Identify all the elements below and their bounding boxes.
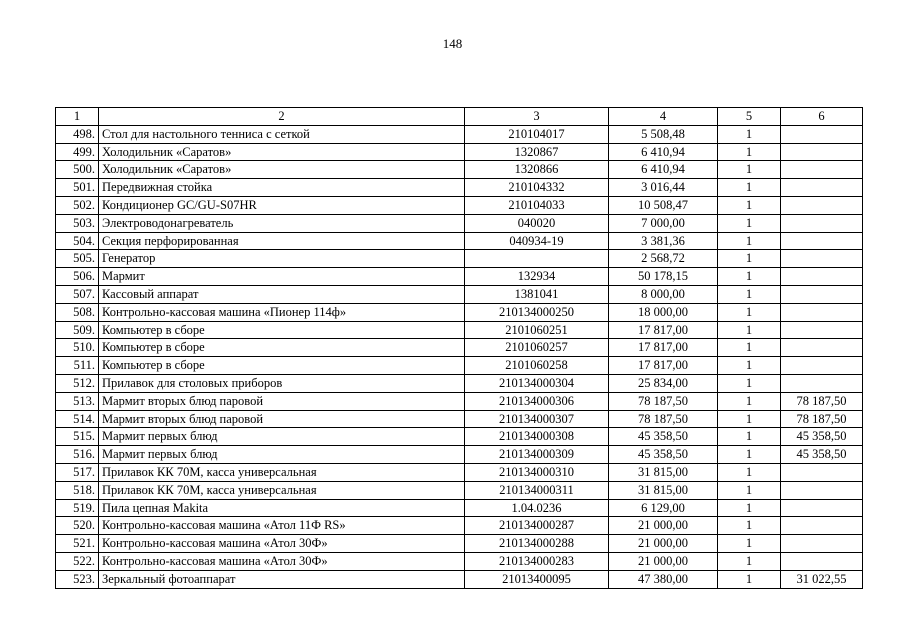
quantity-cell: 1 [718, 268, 781, 286]
quantity-cell: 1 [718, 321, 781, 339]
quantity-cell: 1 [718, 303, 781, 321]
table-row [56, 214, 863, 232]
value-cell [781, 250, 863, 268]
item-name-cell: Контрольно-кассовая машина «Пионер 114ф» [99, 303, 465, 321]
row-number-cell: 499. [56, 143, 99, 161]
price-cell: 21 000,00 [609, 517, 718, 535]
quantity-cell: 1 [718, 179, 781, 197]
inventory-code-cell: 210134000311 [465, 481, 609, 499]
table-row [56, 392, 863, 410]
inventory-code-cell: 2101060251 [465, 321, 609, 339]
column-header: 2 [99, 108, 465, 126]
table-row [56, 303, 863, 321]
quantity-cell: 1 [718, 374, 781, 392]
quantity-cell: 1 [718, 535, 781, 553]
value-cell [781, 268, 863, 286]
price-cell: 17 817,00 [609, 321, 718, 339]
table-row [56, 463, 863, 481]
price-cell: 6 410,94 [609, 143, 718, 161]
value-cell [781, 214, 863, 232]
value-cell: 78 187,50 [781, 392, 863, 410]
price-cell: 78 187,50 [609, 410, 718, 428]
inventory-code-cell: 1320866 [465, 161, 609, 179]
row-number-cell: 522. [56, 552, 99, 570]
quantity-cell: 1 [718, 161, 781, 179]
item-name-cell: Контрольно-кассовая машина «Атол 30Ф» [99, 552, 465, 570]
table-row [56, 552, 863, 570]
inventory-code-cell: 040020 [465, 214, 609, 232]
price-cell: 6 410,94 [609, 161, 718, 179]
item-name-cell: Компьютер в сборе [99, 357, 465, 375]
inventory-code-cell: 2101060258 [465, 357, 609, 375]
value-cell [781, 143, 863, 161]
row-number-cell: 508. [56, 303, 99, 321]
inventory-code-cell: 210134000306 [465, 392, 609, 410]
item-name-cell: Мармит первых блюд [99, 428, 465, 446]
value-cell [781, 357, 863, 375]
row-number-cell: 498. [56, 125, 99, 143]
inventory-code-cell: 210134000250 [465, 303, 609, 321]
quantity-cell: 1 [718, 428, 781, 446]
inventory-code-cell: 040934-19 [465, 232, 609, 250]
row-number-cell: 521. [56, 535, 99, 553]
quantity-cell: 1 [718, 552, 781, 570]
quantity-cell: 1 [718, 517, 781, 535]
item-name-cell: Контрольно-кассовая машина «Атол 11Ф RS» [99, 517, 465, 535]
value-cell [781, 499, 863, 517]
row-number-cell: 505. [56, 250, 99, 268]
value-cell [781, 232, 863, 250]
value-cell [781, 339, 863, 357]
table-row [56, 339, 863, 357]
item-name-cell: Мармит [99, 268, 465, 286]
table-header-row [56, 108, 863, 126]
inventory-code-cell: 210134000307 [465, 410, 609, 428]
column-header: 4 [609, 108, 718, 126]
quantity-cell: 1 [718, 339, 781, 357]
price-cell: 18 000,00 [609, 303, 718, 321]
inventory-code-cell: 210134000283 [465, 552, 609, 570]
price-cell: 21 000,00 [609, 552, 718, 570]
price-cell: 3 381,36 [609, 232, 718, 250]
inventory-code-cell: 210134000308 [465, 428, 609, 446]
value-cell [781, 285, 863, 303]
quantity-cell: 1 [718, 410, 781, 428]
quantity-cell: 1 [718, 196, 781, 214]
price-cell: 25 834,00 [609, 374, 718, 392]
row-number-cell: 511. [56, 357, 99, 375]
table-row [56, 535, 863, 553]
price-cell: 2 568,72 [609, 250, 718, 268]
item-name-cell: Кассовый аппарат [99, 285, 465, 303]
row-number-cell: 503. [56, 214, 99, 232]
row-number-cell: 512. [56, 374, 99, 392]
price-cell: 47 380,00 [609, 570, 718, 588]
table-row [56, 232, 863, 250]
row-number-cell: 516. [56, 446, 99, 464]
item-name-cell: Кондиционер GC/GU-S07HR [99, 196, 465, 214]
table-row [56, 410, 863, 428]
quantity-cell: 1 [718, 232, 781, 250]
inventory-code-cell: 210134000309 [465, 446, 609, 464]
quantity-cell: 1 [718, 463, 781, 481]
row-number-cell: 504. [56, 232, 99, 250]
price-cell: 31 815,00 [609, 481, 718, 499]
price-cell: 10 508,47 [609, 196, 718, 214]
price-cell: 50 178,15 [609, 268, 718, 286]
table-row [56, 517, 863, 535]
value-cell [781, 517, 863, 535]
row-number-cell: 517. [56, 463, 99, 481]
item-name-cell: Компьютер в сборе [99, 339, 465, 357]
value-cell [781, 125, 863, 143]
quantity-cell: 1 [718, 285, 781, 303]
value-cell [781, 321, 863, 339]
quantity-cell: 1 [718, 392, 781, 410]
inventory-code-cell: 1320867 [465, 143, 609, 161]
table-row [56, 179, 863, 197]
value-cell [781, 179, 863, 197]
price-cell: 6 129,00 [609, 499, 718, 517]
page-number: 148 [442, 36, 463, 51]
column-header: 1 [56, 108, 99, 126]
inventory-code-cell: 210104332 [465, 179, 609, 197]
item-name-cell: Генератор [99, 250, 465, 268]
row-number-cell: 502. [56, 196, 99, 214]
row-number-cell: 519. [56, 499, 99, 517]
inventory-code-cell: 210134000310 [465, 463, 609, 481]
item-name-cell: Мармит вторых блюд паровой [99, 410, 465, 428]
value-cell [781, 463, 863, 481]
table-row [56, 268, 863, 286]
price-cell: 5 508,48 [609, 125, 718, 143]
row-number-cell: 507. [56, 285, 99, 303]
quantity-cell: 1 [718, 481, 781, 499]
item-name-cell: Контрольно-кассовая машина «Атол 30Ф» [99, 535, 465, 553]
item-name-cell: Холодильник «Саратов» [99, 161, 465, 179]
table-row [56, 125, 863, 143]
price-cell: 45 358,50 [609, 446, 718, 464]
table-row [56, 481, 863, 499]
row-number-cell: 520. [56, 517, 99, 535]
price-cell: 3 016,44 [609, 179, 718, 197]
price-cell: 78 187,50 [609, 392, 718, 410]
row-number-cell: 514. [56, 410, 99, 428]
item-name-cell: Холодильник «Саратов» [99, 143, 465, 161]
inventory-code-cell: 1381041 [465, 285, 609, 303]
item-name-cell: Мармит вторых блюд паровой [99, 392, 465, 410]
table-row [56, 161, 863, 179]
price-cell: 17 817,00 [609, 339, 718, 357]
column-header: 6 [781, 108, 863, 126]
row-number-cell: 523. [56, 570, 99, 588]
value-cell: 78 187,50 [781, 410, 863, 428]
table-row [56, 428, 863, 446]
table-row [56, 285, 863, 303]
table-row [56, 374, 863, 392]
row-number-cell: 506. [56, 268, 99, 286]
inventory-code-cell: 210134000304 [465, 374, 609, 392]
item-name-cell: Прилавок КК 70М, касса универсальная [99, 463, 465, 481]
table-row [56, 446, 863, 464]
value-cell [781, 535, 863, 553]
item-name-cell: Секция перфорированная [99, 232, 465, 250]
inventory-code-cell: 132934 [465, 268, 609, 286]
row-number-cell: 500. [56, 161, 99, 179]
row-number-cell: 513. [56, 392, 99, 410]
item-name-cell: Мармит первых блюд [99, 446, 465, 464]
column-header: 5 [718, 108, 781, 126]
column-header: 3 [465, 108, 609, 126]
value-cell: 45 358,50 [781, 428, 863, 446]
value-cell [781, 161, 863, 179]
quantity-cell: 1 [718, 446, 781, 464]
value-cell [781, 374, 863, 392]
table-row [56, 143, 863, 161]
value-cell: 45 358,50 [781, 446, 863, 464]
value-cell [781, 196, 863, 214]
price-cell: 21 000,00 [609, 535, 718, 553]
item-name-cell: Прилавок для столовых приборов [99, 374, 465, 392]
inventory-code-cell: 210134000288 [465, 535, 609, 553]
quantity-cell: 1 [718, 499, 781, 517]
row-number-cell: 510. [56, 339, 99, 357]
table-row [56, 499, 863, 517]
price-cell: 17 817,00 [609, 357, 718, 375]
row-number-cell: 515. [56, 428, 99, 446]
row-number-cell: 501. [56, 179, 99, 197]
inventory-code-cell: 210104017 [465, 125, 609, 143]
inventory-code-cell: 2101060257 [465, 339, 609, 357]
item-name-cell: Передвижная стойка [99, 179, 465, 197]
table-row [56, 357, 863, 375]
price-cell: 7 000,00 [609, 214, 718, 232]
quantity-cell: 1 [718, 214, 781, 232]
value-cell [781, 552, 863, 570]
table-row [56, 196, 863, 214]
table-row [56, 570, 863, 588]
price-cell: 45 358,50 [609, 428, 718, 446]
row-number-cell: 509. [56, 321, 99, 339]
inventory-code-cell: 21013400095 [465, 570, 609, 588]
row-number-cell: 518. [56, 481, 99, 499]
inventory-code-cell: 1.04.0236 [465, 499, 609, 517]
inventory-table [55, 107, 863, 589]
item-name-cell: Стол для настольного тенниса с сеткой [99, 125, 465, 143]
value-cell [781, 303, 863, 321]
inventory-code-cell: 210104033 [465, 196, 609, 214]
item-name-cell: Зеркальный фотоаппарат [99, 570, 465, 588]
item-name-cell: Прилавок КК 70М, касса универсальная [99, 481, 465, 499]
value-cell [781, 481, 863, 499]
quantity-cell: 1 [718, 570, 781, 588]
quantity-cell: 1 [718, 143, 781, 161]
price-cell: 31 815,00 [609, 463, 718, 481]
quantity-cell: 1 [718, 250, 781, 268]
quantity-cell: 1 [718, 357, 781, 375]
price-cell: 8 000,00 [609, 285, 718, 303]
table-row [56, 321, 863, 339]
item-name-cell: Компьютер в сборе [99, 321, 465, 339]
item-name-cell: Пила цепная Makita [99, 499, 465, 517]
item-name-cell: Электроводонагреватель [99, 214, 465, 232]
value-cell: 31 022,55 [781, 570, 863, 588]
table-row [56, 250, 863, 268]
quantity-cell: 1 [718, 125, 781, 143]
inventory-code-cell: 210134000287 [465, 517, 609, 535]
inventory-code-cell [465, 250, 609, 268]
